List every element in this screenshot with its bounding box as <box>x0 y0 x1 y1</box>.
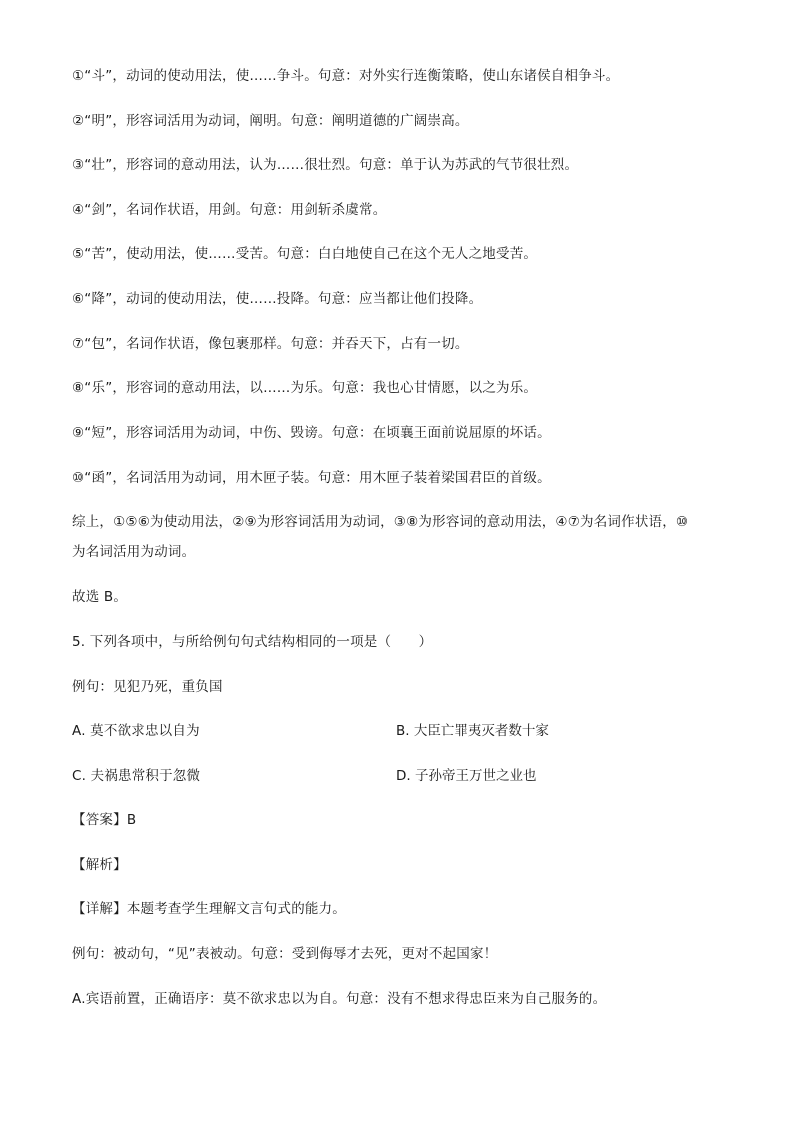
answer-label: 【答案】 <box>72 812 127 828</box>
explanation-line-4: ④“剑”，名词作状语，用剑。句意：用剑斩杀虞常。 <box>72 202 387 218</box>
summary-line-1: 综上，①⑤⑥为使动用法，②⑨为形容词活用为动词，③⑧为形容词的意动用法，④⑦为名词作状语，⑩ <box>72 514 689 530</box>
detail-line-example: 例句：被动句，“见”表被动。句意：受到侮辱才去死，更对不起国家！ <box>72 946 498 962</box>
explanation-line-8: ⑧“乐”，形容词的意动用法，以……为乐。句意：我也心甘情愿，以之为乐。 <box>72 380 538 396</box>
explanation-line-9: ⑨“短”，形容词活用为动词，中伤、毁谤。句意：在顷襄王面前说屈原的坏话。 <box>72 425 551 441</box>
detail-label: 【详解】 <box>72 901 127 917</box>
detail-line <box>72 899 346 919</box>
option-a: A. 莫不欲求忠以自为 <box>72 723 200 739</box>
question-stem: 5. 下列各项中，与所给例句句式结构相同的一项是（ ） <box>72 634 433 650</box>
option-b: B. 大臣亡罪夷灭者数十家 <box>396 723 549 739</box>
explanation-line-3: ③“壮”，形容词的意动用法，认为……很壮烈。句意：单于认为苏武的气节很壮烈。 <box>72 157 579 173</box>
summary-line-2: 为名词活用为动词。 <box>72 544 196 560</box>
explanation-line-10: ⑩“函”，名词活用为动词，用木匣子装。句意：用木匣子装着梁国君臣的首级。 <box>72 470 551 486</box>
question-example: 例句：见犯乃死，重负国 <box>72 679 223 695</box>
explanation-line-7: ⑦“包”，名词作状语，像包裹那样。句意：并吞天下，占有一切。 <box>72 336 469 352</box>
option-d: D. 子孙帝王万世之业也 <box>396 768 537 784</box>
choice-statement: 故选 B。 <box>72 589 128 605</box>
explanation-line-1: ①“斗”，动词的使动用法，使……争斗。句意：对外实行连衡策略，使山东诸侯自相争斗。 <box>72 68 620 84</box>
detail-line-a: A.宾语前置，正确语序：莫不欲求忠以为自。句意：没有不想求得忠臣来为自己服务的。 <box>72 991 607 1007</box>
answer-line <box>72 810 136 830</box>
option-c: C. 夫祸患常积于忽微 <box>72 768 201 784</box>
explanation-line-6: ⑥“降”，动词的使动用法，使……投降。句意：应当都让他们投降。 <box>72 291 483 307</box>
detail-text: 本题考查学生理解文言句式的能力。 <box>126 901 347 917</box>
explanation-line-5: ⑤“苦”，使动用法，使……受苦。句意：白白地使自己在这个无人之地受苦。 <box>72 246 538 262</box>
explanation-line-2: ②“明”，形容词活用为动词，阐明。句意：阐明道德的广阔崇高。 <box>72 113 469 129</box>
analysis-label: 【解析】 <box>72 857 127 873</box>
answer-value: B <box>126 812 137 828</box>
